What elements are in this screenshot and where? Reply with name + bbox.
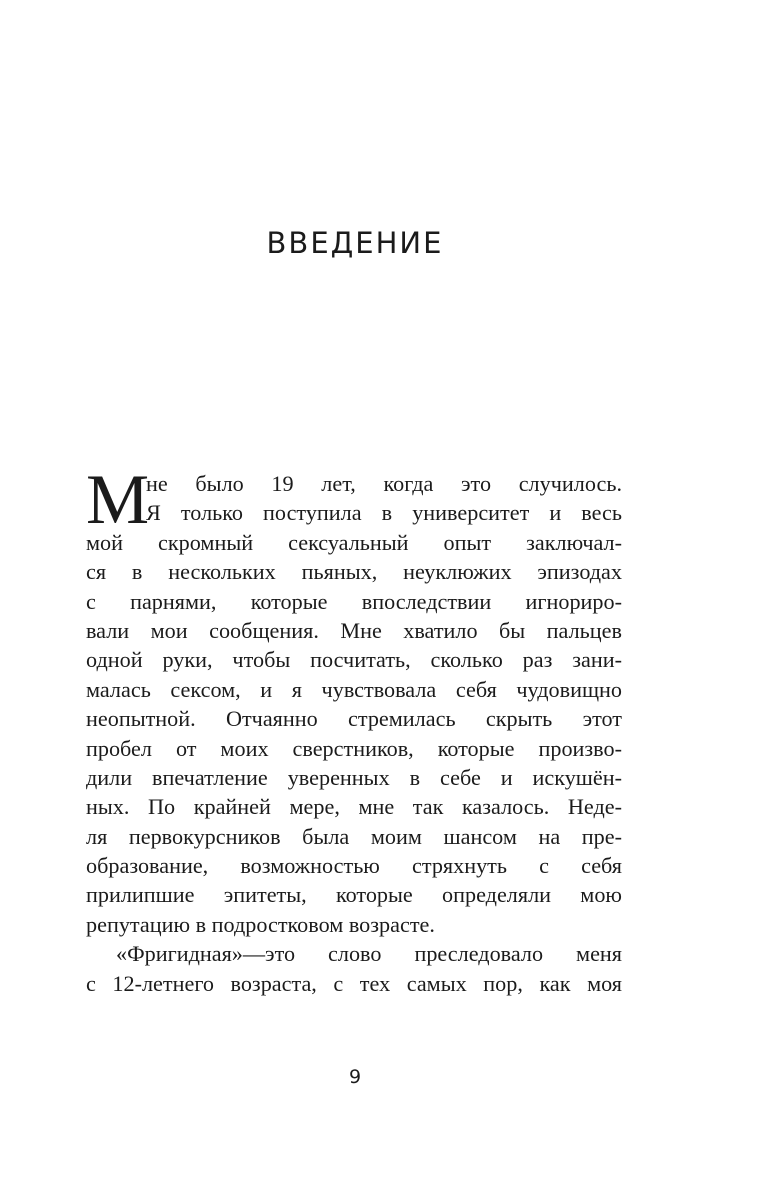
text-line: ля первокурсников была моим шансом на пре- [86, 823, 622, 849]
text-line: вали мои сообщения. Мне хватило бы пальцев [86, 617, 622, 643]
page-number: 9 [348, 1066, 362, 1088]
text-line: Я только поступила в университет и весь [146, 500, 622, 526]
text-line: с 12-летнего возраста, с тех самых пор, как моя [86, 970, 622, 996]
text-line: мой скромный сексуальный опыт заключал- [86, 529, 622, 555]
text-line: одной руки, чтобы посчитать, сколько раз зани- [86, 647, 622, 673]
text-line: репутацию в подростковом возрасте. [86, 911, 435, 937]
text-line: ных. По крайней мере, мне так казалось. Неде- [86, 794, 622, 820]
body-text [86, 461, 622, 998]
text-line: пробел от моих сверстников, которые произво- [86, 735, 622, 761]
text-line: с парнями, которые впоследствии игнориро- [86, 588, 622, 614]
text-line: не было 19 лет, когда это случилось. [146, 471, 622, 496]
text-line: «Фригидная»—это слово преследовало меня [116, 941, 622, 967]
text-line: ся в нескольких пьяных, неуклюжих эпизодах [86, 559, 622, 585]
chapter-title: ВВЕДЕНИЕ [266, 226, 444, 260]
text-line: прилипшие эпитеты, которые определяли мою [86, 882, 622, 908]
text-line: малась сексом, и я чувствовала себя чудовищно [86, 676, 622, 702]
text-line: дили впечатление уверенных в себе и искушён- [86, 764, 622, 790]
text-line: неопытной. Отчаянно стремилась скрыть этот [86, 706, 622, 732]
drop-cap: М [86, 461, 150, 539]
text-line: образование, возможностью стряхнуть с себя [86, 853, 622, 879]
